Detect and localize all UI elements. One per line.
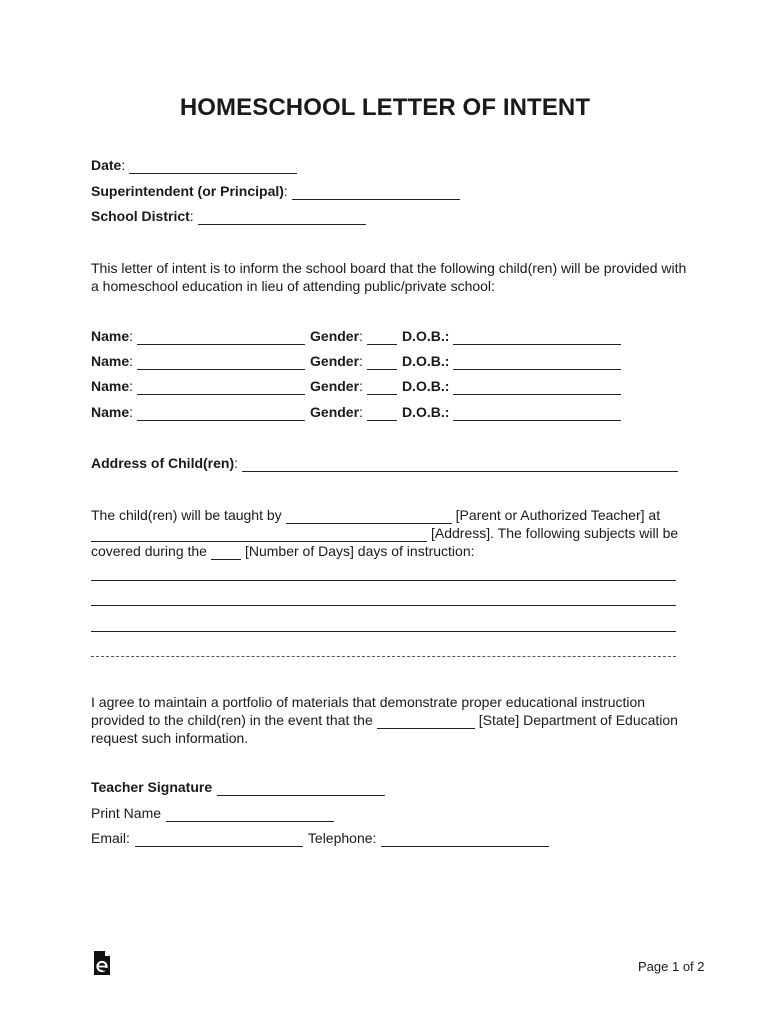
child-name-field[interactable] xyxy=(137,331,305,345)
child-gender-field[interactable] xyxy=(367,331,397,345)
teacher-name-field[interactable] xyxy=(286,510,452,524)
date-label: Date xyxy=(91,157,122,173)
email-field[interactable] xyxy=(135,833,303,847)
child-gender-label: Gender xyxy=(310,378,360,394)
child-gender-label: Gender xyxy=(310,353,360,369)
child-name-label: Name xyxy=(91,404,130,420)
child-name-label: Name xyxy=(91,353,130,369)
teacher-signature-row xyxy=(91,779,385,796)
subjects-line-4[interactable] xyxy=(91,656,676,657)
teacher-signature-label: Teacher Signature xyxy=(91,779,213,795)
child-dob-field[interactable] xyxy=(453,407,621,421)
child-row: Name : Gender : D.O.B.: xyxy=(91,404,621,421)
child-row: Name : Gender : D.O.B.: xyxy=(91,328,621,345)
child-name-field[interactable] xyxy=(137,381,305,395)
telephone-label: Telephone: xyxy=(307,830,377,846)
print-name-label: Print Name xyxy=(91,805,162,821)
child-dob-field[interactable] xyxy=(453,356,621,370)
taught-line-2: [Address]. The following subjects will be xyxy=(91,524,678,542)
child-gender-label: Gender xyxy=(310,404,360,420)
agree-line-1: I agree to maintain a portfolio of materials that demonstrate proper educational instruction xyxy=(91,694,646,710)
address-label: Address of Child(ren) xyxy=(91,455,235,471)
child-name-label: Name xyxy=(91,328,130,344)
agree-line-2: provided to the child(ren) in the event that the [State] Department of Education xyxy=(91,712,678,728)
address-row: Address of Child(ren) : xyxy=(91,455,678,472)
child-dob-field[interactable] xyxy=(453,331,621,345)
eforms-logo-icon xyxy=(92,951,112,977)
child-name-field[interactable] xyxy=(137,356,305,370)
superintendent-label: Superintendent (or Principal) xyxy=(91,183,284,199)
child-row: Name : Gender : D.O.B.: xyxy=(91,378,621,395)
taught-line-1: The child(ren) will be taught by [Parent or Authorized Teacher] at xyxy=(91,507,661,523)
child-dob-label: D.O.B.: xyxy=(401,353,450,369)
school-district-field[interactable] xyxy=(198,211,366,225)
superintendent-field[interactable] xyxy=(292,186,460,200)
child-gender-label: Gender xyxy=(310,328,360,344)
taught-paragraph xyxy=(91,506,678,560)
page-title: HOMESCHOOL LETTER OF INTENT xyxy=(179,94,591,121)
print-name-row xyxy=(91,805,334,822)
child-dob-label: D.O.B.: xyxy=(401,404,450,420)
intro-paragraph xyxy=(91,259,686,295)
child-dob-label: D.O.B.: xyxy=(401,378,450,394)
state-field[interactable] xyxy=(377,715,475,729)
date-field[interactable] xyxy=(129,160,297,174)
date-row: Date : xyxy=(91,157,297,174)
subjects-line-3[interactable] xyxy=(91,631,676,632)
child-gender-field[interactable] xyxy=(367,407,397,421)
child-gender-field[interactable] xyxy=(367,356,397,370)
intro-line-2: a homeschool education in lieu of attending public/private school: xyxy=(91,278,495,294)
teaching-address-field[interactable] xyxy=(91,528,427,542)
agree-paragraph xyxy=(91,693,678,747)
child-dob-field[interactable] xyxy=(453,381,621,395)
child-row: Name : Gender : D.O.B.: xyxy=(91,353,621,370)
email-label: Email: xyxy=(91,830,130,846)
subjects-line-1[interactable] xyxy=(91,580,676,581)
child-gender-field[interactable] xyxy=(367,381,397,395)
school-district-row: School District : xyxy=(91,208,366,225)
address-field[interactable] xyxy=(242,458,678,472)
intro-line-1: This letter of intent is to inform the school board that the following child(ren) will be provided with xyxy=(91,260,687,276)
taught-line-3: covered during the [Number of Days] days of instruction: xyxy=(91,543,475,559)
print-name-field[interactable] xyxy=(166,808,334,822)
teacher-signature-field[interactable] xyxy=(217,782,385,796)
school-district-label: School District xyxy=(91,208,190,224)
child-dob-label: D.O.B.: xyxy=(401,328,450,344)
number-of-days-field[interactable] xyxy=(211,546,241,560)
agree-line-3: request such information. xyxy=(91,730,249,746)
child-name-field[interactable] xyxy=(137,407,305,421)
subjects-line-2[interactable] xyxy=(91,605,676,606)
child-name-label: Name xyxy=(91,378,130,394)
superintendent-row: Superintendent (or Principal) : xyxy=(91,183,460,200)
contact-row xyxy=(91,830,549,847)
telephone-field[interactable] xyxy=(381,833,549,847)
page-number: Page 1 of 2 xyxy=(638,959,705,974)
